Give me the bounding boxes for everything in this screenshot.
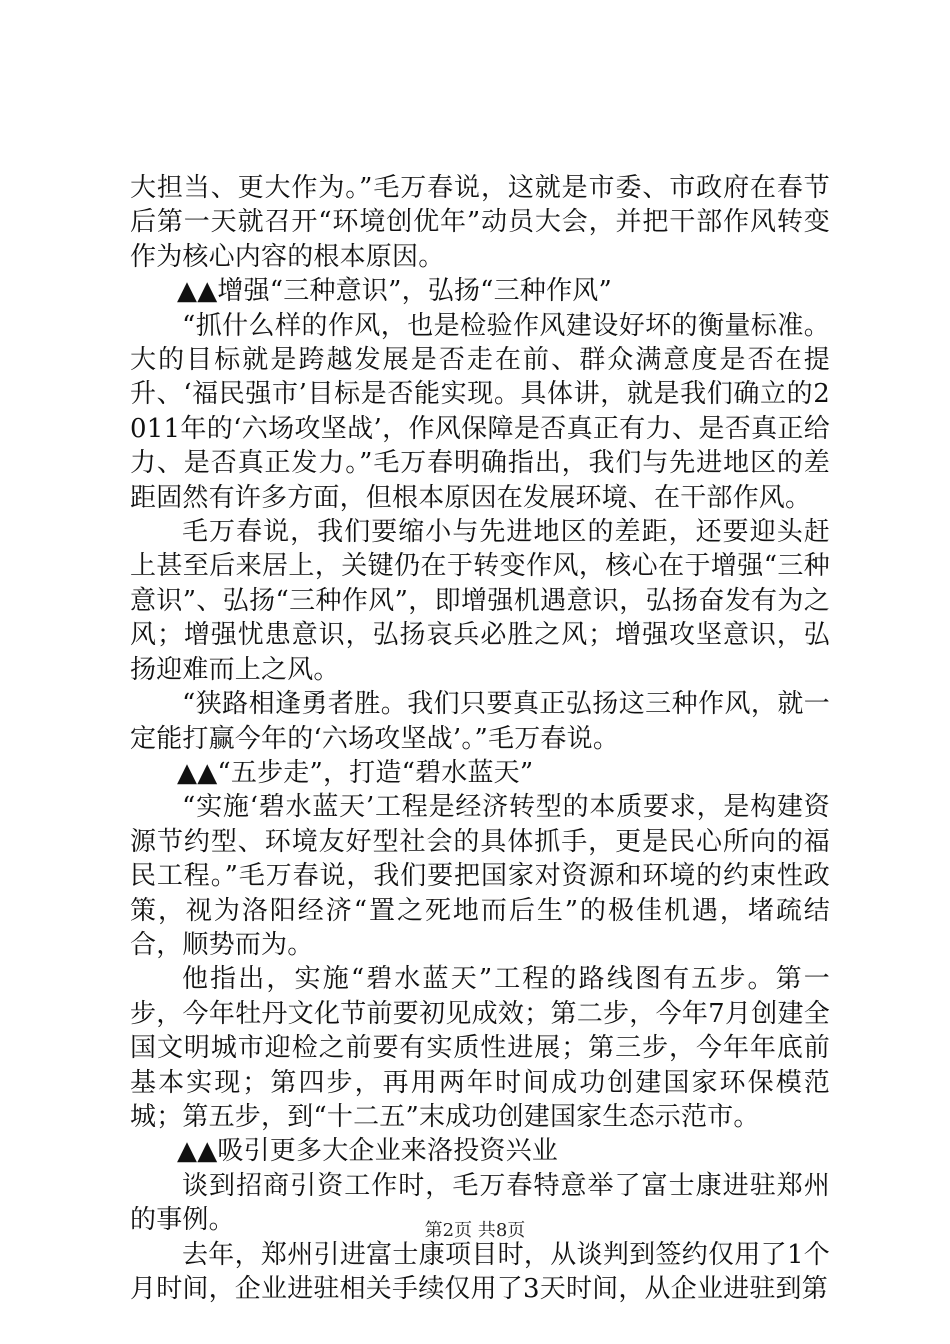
paragraph-blue-sky-project: “实施‘碧水蓝天’工程是经济转型的本质要求，是构建资源节约型、环境友好型社会的具体抓手，更是民心所向的福民工程。”毛万春说，我们要把国家对资源和环境的约束性政策，视为洛阳经济“置之死地而后生”的极佳机遇，堵疏结合，顺势而为。 <box>130 792 830 960</box>
paragraph-foxconn-example: 谈到招商引资工作时，毛万春特意举了富士康进驻郑州的事例。 <box>130 1170 830 1236</box>
paragraph-continuation: 大担当、更大作为。”毛万春说，这就是市委、市政府在春节后第一天就召开“环境创优年”动员大会，并把干部作风转变作为核心内容的根本原因。 <box>130 173 830 272</box>
section-heading-three-awareness: ▲▲增强“三种意识”，弘扬“三种作风” <box>177 276 612 307</box>
paragraph-brave-wins: “狭路相逢勇者胜。我们只要真正弘扬这三种作风，就一定能打赢今年的‘六场攻坚战’。”毛万春说。 <box>130 689 830 754</box>
page-number-footer: 第2页 共8页 <box>424 1220 526 1241</box>
section-heading-investment: ▲▲吸引更多大企业来洛投资兴业 <box>177 1136 558 1167</box>
paragraph-roadmap-five-steps: 他指出，实施“碧水蓝天”工程的路线图有五步。第一步，今年牡丹文化节前要初见成效；第二步，今年7月创建全国文明城市迎检之前要有实质性进展；第三步，今年年底前基本实现；第四步，再用两年时间成功创建国家环保模范城；第五步，到“十二五”末成功创建国家生态示范市。 <box>130 964 830 1132</box>
section-heading-five-steps: ▲▲“五步走”，打造“碧水蓝天” <box>177 757 534 788</box>
paragraph-zhengzhou-timeline: 去年，郑州引进富士康项目时，从谈判到签约仅用了1个月时间，企业进驻相关手续仅用了3天时间，从企业进驻到第 <box>130 1239 830 1304</box>
paragraph-work-style-standard: “抓什么样的作风，也是检验作风建设好坏的衡量标准。大的目标就是跨越发展是否走在前、群众满意度是否在提升、‘福民强市’目标是否能实现。具体讲，就是我们确立的2011年的‘六场攻坚战’，作风保障是否真正有力、是否真正给力、是否真正发力。”毛万春明确指出，我们与先进地区的差距固然有许多方面，但根本原因在发展环境、在干部作风。 <box>130 310 830 513</box>
paragraph-narrow-the-gap: 毛万春说，我们要缩小与先进地区的差距，还要迎头赶上甚至后来居上，关键仍在于转变作风，核心在于增强“三种意识”、弘扬“三种作风”，即增强机遇意识，弘扬奋发有为之风；增强忧患意识，弘扬哀兵必胜之风；增强攻坚意识，弘扬迎难而上之风。 <box>130 517 830 685</box>
document-body <box>130 171 830 1306</box>
